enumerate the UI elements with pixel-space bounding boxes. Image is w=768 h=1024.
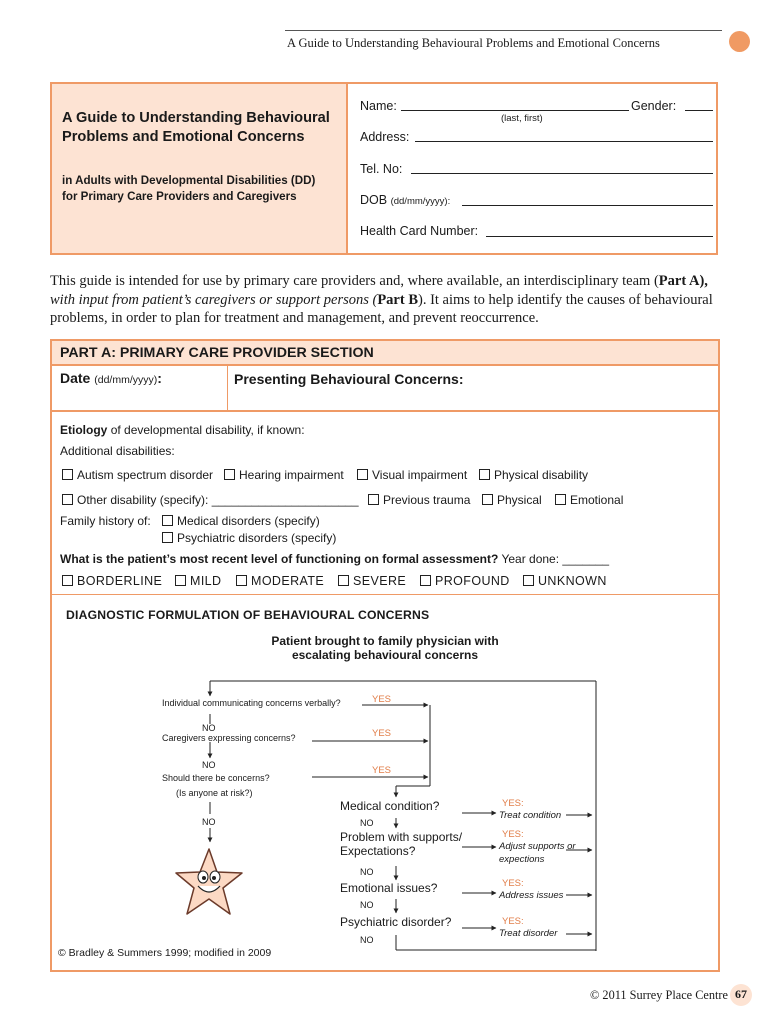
gender-label: Gender: [631, 99, 677, 113]
health-card-label: Health Card Number: [360, 224, 479, 238]
flow-yes: YES: [502, 829, 524, 840]
flow-no: NO [360, 900, 374, 910]
footer-copyright: © 2011 Surrey Place Centre [590, 988, 728, 1002]
flow-yes: YES: [502, 916, 524, 927]
intro-paragraph: This guide is intended for use by primary care providers and, where available, an interdisciplinary team (Part A), with input from patient’s caregivers or support persons (Part B). It aims to help identify the causes of behavioural problems, in order to plan for treatment and management, and prevent reoccurrence. [50, 273, 713, 326]
presenting-concerns-label: Presenting Behavioural Concerns: [234, 371, 464, 387]
checkbox-psychiatric-disorders[interactable]: Psychiatric disorders (specify) [162, 531, 336, 545]
dob-label: DOB (dd/mm/yyyy): [360, 193, 451, 207]
flowchart-start: Patient brought to family physician with escalating behavioural concerns [271, 634, 499, 662]
flow-supports: Problem with supports/ Expectations? [340, 830, 463, 858]
checkbox-severe[interactable]: SEVERE [338, 574, 406, 588]
running-header: A Guide to Understanding Behavioural Problems and Emotional Concerns [287, 36, 660, 50]
part-a-title: PART A: PRIMARY CARE PROVIDER SECTION [60, 345, 374, 361]
checkbox-moderate[interactable]: MODERATE [236, 574, 324, 588]
name-label: Name: [360, 99, 397, 113]
name-hint: (last, first) [501, 113, 543, 124]
checkbox-physical-disability[interactable]: Physical disability [479, 468, 588, 482]
flow-no: NO [360, 867, 374, 877]
checkbox-hearing[interactable]: Hearing impairment [224, 468, 344, 482]
flow-yes: YES [372, 694, 392, 705]
checkbox-mild[interactable]: MILD [175, 574, 221, 588]
flow-yes: YES [372, 728, 392, 739]
flow-no: NO [202, 760, 216, 770]
flow-q-risk: (Is anyone at risk?) [176, 788, 253, 798]
checkbox-visual[interactable]: Visual impairment [357, 468, 467, 482]
checkbox-emotional[interactable]: Emotional [555, 493, 623, 507]
flowchart-credit: © Bradley & Summers 1999; modified in 2009 [58, 947, 272, 959]
flow-emotional: Emotional issues? [340, 881, 438, 895]
tel-label: Tel. No: [360, 162, 403, 176]
flow-q-caregivers: Caregivers expressing concerns? [162, 733, 296, 743]
flow-q-should: Should there be concerns? [162, 773, 270, 783]
flow-no: NO [360, 818, 374, 828]
flow-medical: Medical condition? [340, 799, 440, 813]
guide-subtitle: in Adults with Developmental Disabilities (DD) for Primary Care Providers and Caregivers [62, 174, 316, 203]
checkbox-autism[interactable]: Autism spectrum disorder [62, 468, 213, 482]
star-mascot-icon [173, 846, 245, 920]
checkbox-medical-disorders[interactable]: Medical disorders (specify) [162, 514, 320, 528]
flow-yes: YES: [502, 798, 524, 809]
checkbox-previous-trauma[interactable]: Previous trauma [368, 493, 470, 507]
functioning-question: What is the patient’s most recent level of functioning on formal assessment? Year done: _______ [60, 552, 610, 566]
address-label: Address: [360, 130, 410, 144]
flow-yes: YES [372, 765, 392, 776]
checkbox-unknown[interactable]: UNKNOWN [523, 574, 607, 588]
checkbox-other-disability[interactable]: Other disability (specify): ______________________ [62, 493, 359, 507]
date-label: Date (dd/mm/yyyy): [60, 370, 162, 386]
flow-action-adjust-supports: Adjust supports or expections [499, 841, 576, 865]
flow-q-verbal: Individual communicating concerns verbally? [162, 698, 341, 708]
page-number: 67 [735, 987, 747, 1001]
etiology-line: Etiology of developmental disability, if known: [60, 423, 305, 437]
flow-no: NO [202, 817, 216, 827]
guide-title: A Guide to Understanding Behavioural Problems and Emotional Concerns [62, 110, 330, 145]
checkbox-borderline[interactable]: BORDERLINE [62, 574, 162, 588]
checkbox-profound[interactable]: PROFOUND [420, 574, 510, 588]
flow-no: NO [202, 723, 216, 733]
family-history-label: Family history of: [60, 514, 151, 528]
flow-no: NO [360, 935, 374, 945]
flow-psychiatric: Psychiatric disorder? [340, 915, 452, 929]
checkbox-physical[interactable]: Physical [482, 493, 542, 507]
flow-action-treat-condition: Treat condition [499, 810, 562, 821]
flowchart-heading: DIAGNOSTIC FORMULATION OF BEHAVIOURAL CONCERNS [66, 608, 430, 622]
flow-action-treat-disorder: Treat disorder [499, 928, 558, 939]
flow-yes: YES: [502, 878, 524, 889]
flow-action-address-issues: Address issues [499, 890, 564, 901]
additional-disabilities-label: Additional disabilities: [60, 444, 175, 458]
